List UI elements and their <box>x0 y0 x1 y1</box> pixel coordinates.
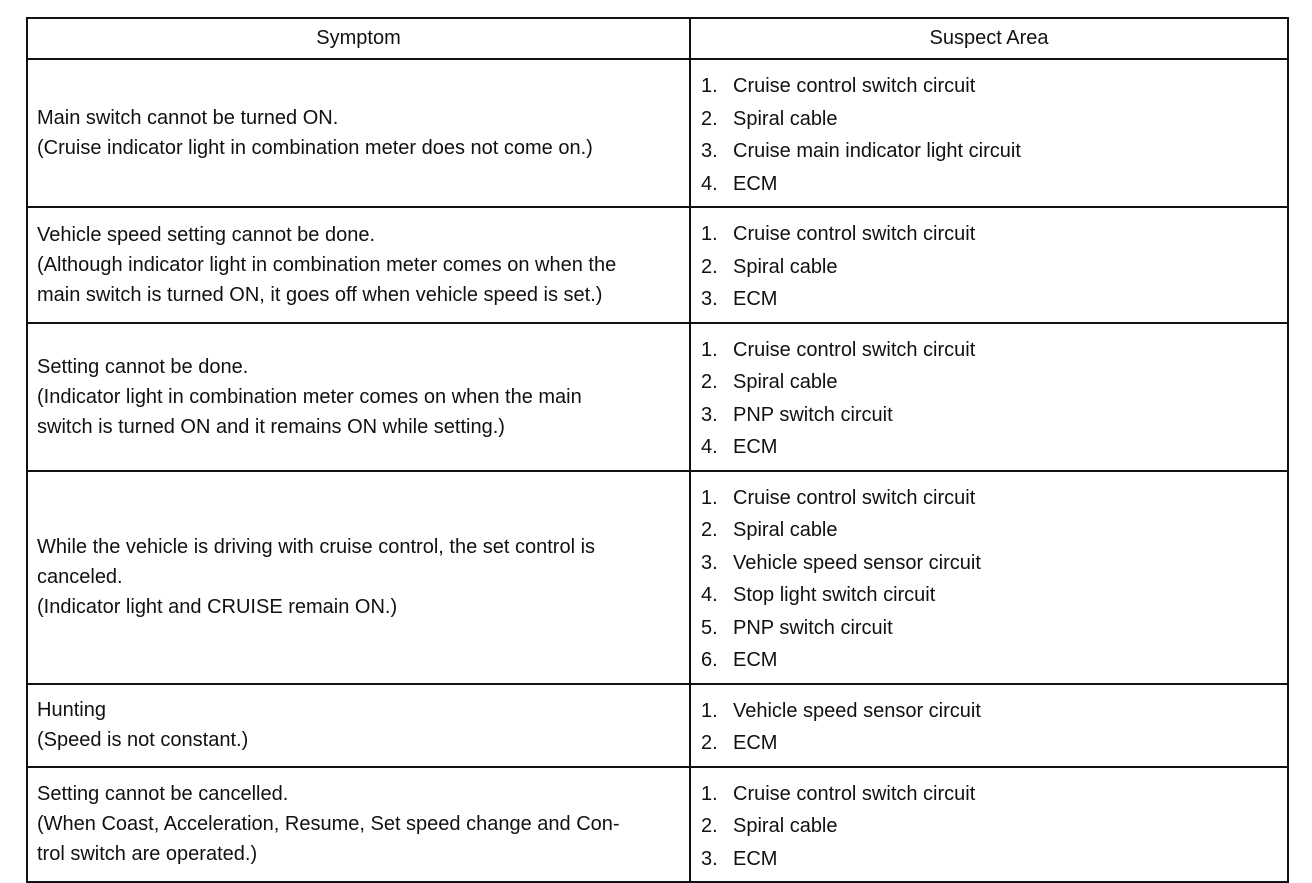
suspect-area-item <box>701 431 1287 464</box>
suspect-area-item <box>701 135 1287 168</box>
item-number: 2. <box>701 519 718 541</box>
symptom-text-line: (Speed is not constant.) <box>37 729 249 751</box>
item-text: ECM <box>733 288 778 310</box>
item-number: 4. <box>701 584 718 606</box>
suspect-area-item <box>701 644 1287 677</box>
item-text: Vehicle speed sensor circuit <box>733 551 981 574</box>
suspect-area-item <box>701 579 1287 612</box>
table-row <box>27 684 1288 767</box>
item-number: 2. <box>701 815 718 837</box>
suspect-area-item <box>701 547 1287 580</box>
item-number: 1. <box>701 75 718 97</box>
suspect-area-item <box>701 695 1287 728</box>
symptom-cell <box>27 59 690 207</box>
symptom-text-line: canceled. <box>37 566 123 588</box>
symptom-cell <box>27 767 690 883</box>
suspect-area-item <box>701 334 1287 367</box>
suspect-area-list <box>701 70 1287 200</box>
item-text: ECM <box>733 847 778 870</box>
item-number: 1. <box>701 223 718 245</box>
symptom-cell <box>27 323 690 471</box>
item-number: 6. <box>701 649 718 671</box>
table-row <box>27 767 1288 883</box>
item-number: 1. <box>701 699 718 722</box>
item-text: ECM <box>733 732 778 754</box>
item-text: Spiral cable <box>733 815 838 837</box>
symptom-text-line: switch is turned ON and it remains ON while setting.) <box>37 415 505 438</box>
symptom-table <box>26 17 1289 883</box>
item-text: Cruise control switch circuit <box>733 338 976 361</box>
suspect-area-list <box>701 778 1287 876</box>
symptom-text-line: While the vehicle is driving with cruise control, the set control is <box>37 536 596 558</box>
suspect-area-item <box>701 612 1287 645</box>
symptom-text-line: (Indicator light and CRUISE remain ON.) <box>37 596 398 618</box>
item-number: 1. <box>701 486 718 509</box>
item-text: Cruise control switch circuit <box>733 223 976 245</box>
item-number: 1. <box>701 338 718 361</box>
suspect-area-item <box>701 727 1287 760</box>
header-row <box>27 18 1288 59</box>
item-text: Cruise control switch circuit <box>733 486 976 509</box>
suspect-area-cell <box>690 59 1288 207</box>
suspect-area-item <box>701 399 1287 432</box>
item-text: Cruise control switch circuit <box>733 75 976 97</box>
suspect-area-item <box>701 103 1287 136</box>
suspect-area-item <box>701 283 1287 316</box>
item-text: Stop light switch circuit <box>733 584 936 606</box>
symptom-text-line: (Indicator light in combination meter comes on when the main <box>37 385 582 408</box>
item-number: 1. <box>701 782 718 805</box>
symptom-text-line: Setting cannot be cancelled. <box>37 783 289 806</box>
table-row <box>27 471 1288 684</box>
symptom-text-line: main switch is turned ON, it goes off when vehicle speed is set.) <box>37 283 603 306</box>
suspect-area-item <box>701 218 1287 251</box>
suspect-area-item <box>701 366 1287 399</box>
table-row <box>27 207 1288 323</box>
symptom-cell <box>27 684 690 767</box>
item-text: PNP switch circuit <box>733 403 893 426</box>
item-text: Cruise control switch circuit <box>733 782 976 805</box>
item-text: ECM <box>733 436 778 458</box>
suspect-area-item <box>701 514 1287 547</box>
symptom-cell <box>27 471 690 684</box>
item-text: Vehicle speed sensor circuit <box>733 699 981 722</box>
suspect-area-item <box>701 843 1287 876</box>
suspect-area-item <box>701 251 1287 284</box>
item-number: 5. <box>701 616 718 639</box>
suspect-area-item <box>701 168 1287 201</box>
item-number: 2. <box>701 371 718 393</box>
item-number: 2. <box>701 107 718 130</box>
suspect-area-item <box>701 778 1287 811</box>
item-number: 2. <box>701 732 718 754</box>
symptom-cell <box>27 207 690 323</box>
table-row <box>27 59 1288 207</box>
suspect-area-cell <box>690 207 1288 323</box>
item-text: ECM <box>733 649 778 671</box>
symptom-text-line: (Although indicator light in combination meter comes on when the <box>37 253 617 276</box>
suspect-area-cell <box>690 767 1288 883</box>
item-number: 3. <box>701 551 718 574</box>
item-number: 4. <box>701 172 718 195</box>
suspect-area-cell <box>690 323 1288 471</box>
item-number: 4. <box>701 436 718 458</box>
suspect-area-list <box>701 334 1287 464</box>
symptom-text-line: (When Coast, Acceleration, Resume, Set speed change and Con- <box>37 813 620 836</box>
symptom-text-line: Hunting <box>37 699 106 721</box>
symptom-text-line: Setting cannot be done. <box>37 355 249 378</box>
symptom-header: Symptom <box>27 18 690 59</box>
item-number: 3. <box>701 847 718 870</box>
suspect-area-item <box>701 70 1287 103</box>
suspect-area-item <box>701 810 1287 843</box>
suspect-area-list <box>701 218 1287 316</box>
item-number: 3. <box>701 403 718 426</box>
suspect-area-cell <box>690 471 1288 684</box>
suspect-area-cell <box>690 684 1288 767</box>
item-text: Spiral cable <box>733 519 838 541</box>
item-text: ECM <box>733 172 778 195</box>
item-text: Spiral cable <box>733 107 838 130</box>
table-row <box>27 323 1288 471</box>
suspect-area-header: Suspect Area <box>690 18 1288 59</box>
symptom-text-line: (Cruise indicator light in combination meter does not come on.) <box>37 137 593 159</box>
item-text: Spiral cable <box>733 255 838 278</box>
symptom-text-line: trol switch are operated.) <box>37 843 258 866</box>
suspect-area-item <box>701 482 1287 515</box>
item-text: Spiral cable <box>733 371 838 393</box>
symptom-text-line: Main switch cannot be turned ON. <box>37 107 339 129</box>
suspect-area-list <box>701 482 1287 677</box>
item-text: Cruise main indicator light circuit <box>733 140 1021 162</box>
item-number: 2. <box>701 255 718 278</box>
item-number: 3. <box>701 140 718 162</box>
symptom-text-line: Vehicle speed setting cannot be done. <box>37 223 376 246</box>
table-body <box>27 59 1288 882</box>
item-text: PNP switch circuit <box>733 616 893 639</box>
item-number: 3. <box>701 288 718 310</box>
suspect-area-list <box>701 695 1287 760</box>
